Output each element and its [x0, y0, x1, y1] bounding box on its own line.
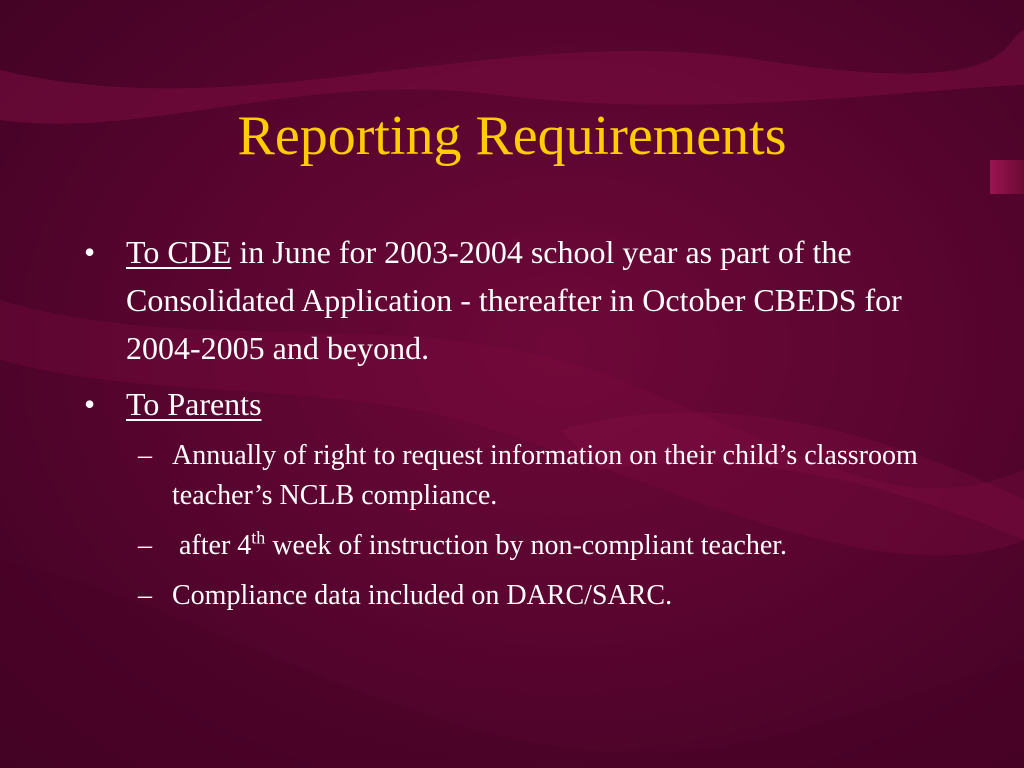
subbullet-annually	[84, 436, 964, 516]
dash-marker: –	[138, 580, 152, 611]
bullet-lead-to-cde: To CDE	[126, 234, 232, 270]
bullet-to-cde	[84, 228, 964, 372]
subbullet-superscript: th	[251, 527, 266, 548]
dash-marker: –	[138, 530, 152, 561]
subbullet-compliance-data	[84, 576, 964, 616]
bullet-to-parents	[84, 380, 964, 428]
slide-body	[84, 228, 964, 626]
subbullet-after-4th-week	[84, 526, 964, 566]
bullet-marker: •	[84, 386, 96, 422]
bullet-lead-to-parents: To Parents	[126, 386, 262, 422]
subbullet-text-pre: after 4	[172, 530, 252, 561]
slide-title: Reporting Requirements	[237, 105, 787, 167]
bullet-marker: •	[84, 234, 96, 270]
subbullet-text: Annually of right to request information on their child’s classroom teacher’s NCLB compliance.	[172, 440, 918, 511]
subbullet-text-post: week of instruction by non-compliant teacher.	[265, 530, 788, 561]
bullet-text-to-cde: in June for 2003-2004 school year as part of the Consolidated Application - thereafter in October CBEDS for 2004-2005 and beyond.	[126, 234, 902, 366]
subbullet-text: Compliance data included on DARC/SARC.	[172, 580, 673, 611]
dash-marker: –	[138, 440, 152, 471]
